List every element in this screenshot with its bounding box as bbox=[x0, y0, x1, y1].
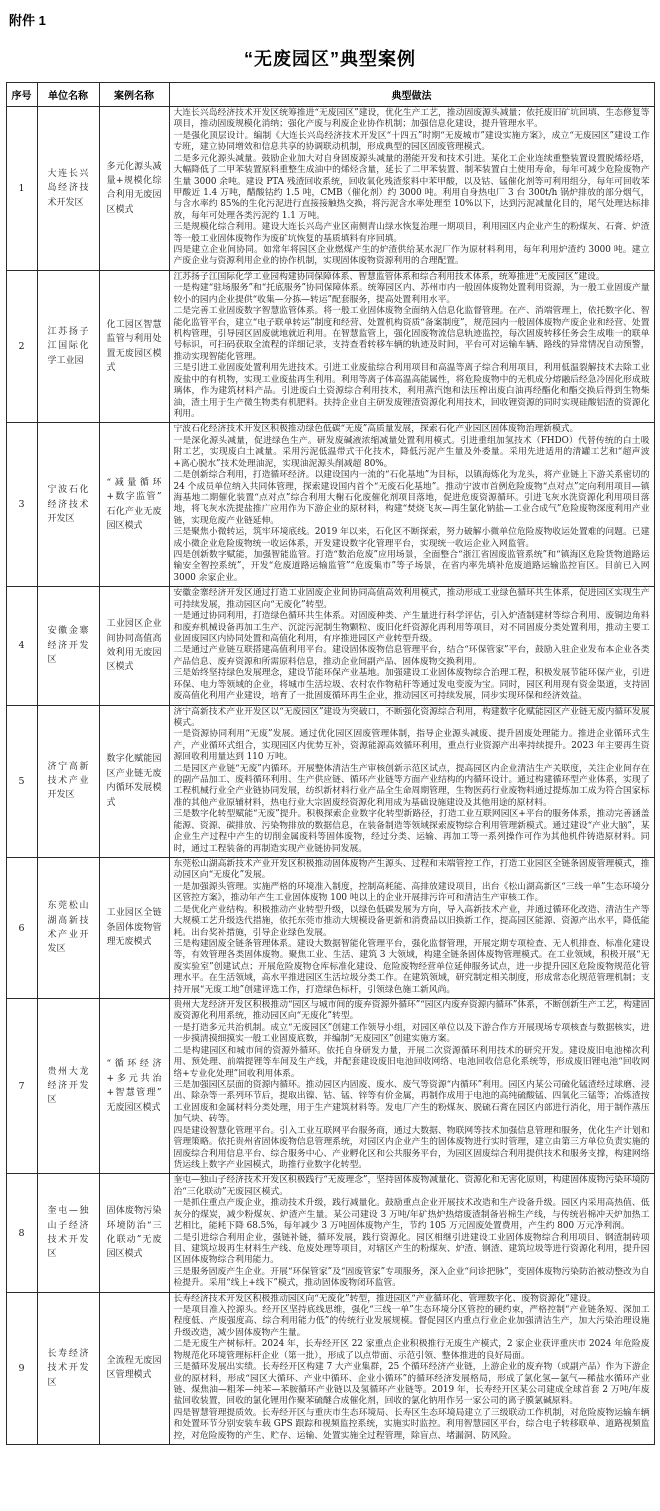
cases-table bbox=[6, 82, 655, 1445]
practice-paragraph: 二是园区产业链“无废”内循环。开展整体清洁生产审核创新示范区试点，提高园区内企业清洁生产关联度，关注企业间存在的副产品加工、废料循环利用、生产供应链、循环产业链等方面产业结构的内循环设计。通过构建循环型产业体系，实现了工程机械行业全产业链协同发展，纺织新材料行业产品全生命周期管理，生物医药行业废物料通过提炼加工成为符合国家标准的其他产业原辅材料，热电行业大宗固废经资源化利用成为基础设施建设及其他用途的原材料。 bbox=[173, 763, 650, 808]
case-name: 化工园区智慧监管与利用处置无废园区模式 bbox=[99, 270, 169, 422]
row-number: 9 bbox=[6, 1292, 37, 1444]
case-name: 全流程无废园区管理模式 bbox=[99, 1292, 169, 1444]
practice-paragraph: 一是资源协同利用“无废”发展。通过优化园区固废管理体制，指导企业源头减废、提升固废处理能力。推进企业循环式生产，产业循环式组合，实现园区内优势互补，资源能源高效循环利用，重点行业资源产出率持续提升。2023 年主要再生资源回收利用量达到 110 万吨。 bbox=[173, 729, 650, 763]
practice-paragraph: 一是深化源头减量，促进绿色生产。研发废碱液浓缩减量处置利用模式。引进重组加氢技术（FHDO）代替传统的白土吸附工艺，实现废白土减量。采用污泥低温带式干化技术，降低污泥产生量及外委量。采用先进适用的清罐工艺和“超声波+离心脱水”技术处理油泥，实现油泥源头削减超 80%。 bbox=[173, 435, 650, 469]
practice-paragraph: 一是强化顶层设计。编制《大连长兴岛经济技术开发区“十四五”时期“无废城市”建设实施方案》，成立“无废园区”建设工作专班，建立协同增效和信息共享的协调联动机制，形成典型的园区固废管理模式。 bbox=[173, 130, 650, 153]
practice-paragraph: 三是数字化转型赋能“无废”提升。积极探索企业数字化转型新路径，打造工业互联网园区+平台的服务体系，推动完善涵盖能源、资源、碳排放、污染物排放的数据信息，在装备制造等领域探索废物综合利用管理新模式。通过建设“产业大脑”，某企业生产过程中产生的切削金属废料等固体废物，经过分类、运输、再加工等一系列操作可作为其他机件铸造原材料。同时，通过工程装备的再制造实现产业链协同发展。 bbox=[173, 809, 650, 854]
unit-name: 安徽金寨经济开发区 bbox=[37, 587, 99, 705]
unit-name: 长寿经济技术开发区 bbox=[37, 1292, 99, 1444]
unit-name: 江苏扬子江国际化学工业园 bbox=[37, 270, 99, 422]
practice-paragraph: 三是构建固废全链条管理体系。建设大数据智能化管理平台，强化监督管理，开展定期专项检查、无人机排查、标准化建设等，有效管理各类固体废物。聚焦工业、生活、建筑 3 大领域，构建全链条固体废物管理模式。在工业领域，积极开展“无废实验室”创建试点；开展危险废物仓库标准化建设、危险废物经营单位延伸服务试点，进一步提升园区危险废物规范化管理水平。在生活领域，高水平推进园区生活垃圾分类工作。在建筑领域，研究制定相关制度，形成常态化规范管理机制；支持开展“无废工地”创建评选工作，打造绿色标杆，引领绿色施工新风尚。 bbox=[173, 938, 650, 995]
unit-name: 宁波石化经济技术开发区 bbox=[37, 423, 99, 587]
practice-paragraph: 贵州大龙经济开发区积极推动“园区与城市间的废弃资源外循环”“园区内废弃资源内循环”体系，不断创新生产工艺，构建固废资源化利用系统，推动园区向“无废化”转型。 bbox=[173, 1000, 650, 1022]
row-number: 3 bbox=[6, 423, 37, 587]
practice-paragraph: 二是引进综合利用企业，强链补链，循环发展，践行资源化。园区相继引进建设工业固体废物综合利用项目、钢渣制砖项目、建筑垃圾再生材料生产线、危废处理等项目，对辖区产生的粉煤灰、炉渣、钢渣、建筑垃圾等进行资源化利用，提升园区固体废物综合利用能力。 bbox=[173, 1232, 650, 1266]
case-name: “循环经济+多元共治+智慧管理”无废园区模式 bbox=[99, 999, 169, 1174]
table-header-row bbox=[6, 83, 654, 107]
practice-paragraph: 宁波石化经济技术开发区积极推动绿色低碳“无废”高质量发展，探索石化产业园区固体废物治理新模式。 bbox=[173, 424, 579, 435]
practice-paragraph: 奎屯—独山子经济技术开发区积极践行“无废理念”，坚持固体废物减量化、资源化和无害化原则，构建固体废物污染环境防治“三化联动”无废园区模式。 bbox=[173, 1175, 650, 1197]
unit-name: 东莞松山湖高新技术产业开发区 bbox=[37, 858, 99, 999]
practice-paragraph: 长寿经济技术开发区积极推动园区向“无废化”转型，推进园区“产业循环化、管理数字化、废物资源化”建设。 bbox=[173, 1293, 597, 1304]
column-header-practices: 典型做法 bbox=[169, 83, 654, 107]
case-name: 多元化源头减量+规模化综合利用无废园区模式 bbox=[99, 107, 169, 271]
case-name: 工业园区企业间协同高值高效利用无废园区模式 bbox=[99, 587, 169, 705]
attachment-label: 附件 1 bbox=[9, 13, 46, 28]
unit-name: 济宁高新技术产业开发区 bbox=[37, 705, 99, 857]
practice-paragraph: 二是创新综合利用，打造循环经济。以建设国内一流的“石化基地”为目标，以镇海炼化为龙头，将产业链上下游关系密切的 24 个成员单位纳入共同体管理，探索建设国内首个“无废石化基地”。推动宁波市首例危险废物“点对点”定向利用项目—镇海基地二期催化装置“点对点”综合利用大榭石化废催化剂项目落地，促进危废资源循环。引进飞灰水洗资源化利用项目落地，将飞灰水洗提盐推广应用作为下游企业的原材料，构建“焚烧飞灰—再生氯化钠盐—工业合成气”危险废物深度利用产业链，实现危废产业链延伸。 bbox=[173, 470, 650, 526]
table-row bbox=[6, 270, 654, 422]
practice-paragraph: 一是项目准入控源头。经开区坚持底线思维，强化“三线一单”生态环境分区管控的硬约束，严格控制“产业链条短、深加工程度低、产废强度高、综合利用能力低”的传统行业发展规模。督促园区内重点行业企业加强清洁生产，加大污染治理设施升级改造，减少固体废物产生量。 bbox=[173, 1305, 650, 1338]
row-number: 5 bbox=[6, 705, 37, 857]
practice-paragraph: 一是加强源头管理。实施严格的环境准入制度，控制高耗能、高排放建设项目，出台《松山湖高新区“三线一单”生态环境分区管控方案》，推动年产生工业固体废物 100 吨以上的企业开展排污许可和清洁生产审核工作。 bbox=[173, 881, 650, 904]
row-number: 6 bbox=[6, 858, 37, 999]
practice-paragraph: 二是优化产业结构。积极推动产业转型升级，以绿色低碳发展为方向，导入高新技术产业，并通过循环化改造、清洁生产等大规模工艺升级迭代措施，依托东莞市推动大规模设备更新和消费品以旧换新工作，提高园区能源、资源产出水平，降低能耗。出台奖补措施，引导企业绿色发展。 bbox=[173, 904, 650, 938]
unit-name: 奎屯—独山子经济技术开发区 bbox=[37, 1174, 99, 1292]
table-row bbox=[6, 107, 654, 271]
practice-paragraph: 三是服务固废产生企业。开展“环保管家”及“固废管家”专项服务，深入企业“问诊把脉”，变固体废物污染防治被动整改为自检提升。采用“线上+线下”模式，推动固体废物闭环监管。 bbox=[173, 1266, 650, 1289]
row-number: 1 bbox=[6, 107, 37, 271]
row-number: 2 bbox=[6, 270, 37, 422]
column-header-case: 案例名称 bbox=[99, 83, 169, 107]
typical-practices bbox=[169, 999, 654, 1174]
practice-paragraph: 一是抓住重点产废企业，推动技术升级，践行减量化。鼓励重点企业开展技术改造和生产设备升级。园区内采用高热值、低灰分的煤炭，减少粉煤灰、炉渣产生量。某公司建设 3 万吨/年矿热炉热熔废渣制备岩棉生产线，与传统岩棉冲天炉加热工艺相比，能耗下降 68.5%，每年减少 3 万吨固体废物产生，节约 105 万元固废处置费用，产生约 800 万元净利润。 bbox=[173, 1198, 650, 1232]
table-row bbox=[6, 999, 654, 1174]
practice-paragraph: 二是构建园区和城市间的资源外循环。依托自身研发力量，开展二次资源循环利用技术的研究开发。建设废旧电池梯次利用、预处理、前端提锂等车间及生产线，并配套建设废旧电池回收网络、电池回收信息化系统等，形成废旧锂电池“回收网络+专业化处理”回收利用体系。 bbox=[173, 1045, 650, 1079]
typical-practices bbox=[169, 858, 654, 999]
column-header-no: 序号 bbox=[6, 83, 37, 107]
practice-paragraph: 四是建立企业间协同。如常年将园区企业燃煤产生的炉渣供给某水泥厂作为原材料利用，每年利用炉渣约 3000 吨。建立产废企业与资源利用企业的协作机制，实现固体废物资源利用的合理配置。 bbox=[173, 245, 650, 267]
practice-paragraph: 二是通过产业链互联搭建高值利用平台。建设固体废物信息管理平台，结合“环保管家”平台，鼓励入驻企业发布本企业各类产品信息、废弃资源和所需原料信息，推动企业间副产品、固体废物交换利用。 bbox=[173, 645, 650, 667]
practice-paragraph: 三是聚焦小微转运，筑牢环境底线。2019 年以来，石化区不断探索，努力破解小微单位危险废物收运处置难的问题。已建成小微企业危险废物统一收运体系，开发建设数字化管理平台，实现统一收运企业入网监管。 bbox=[173, 527, 650, 549]
practice-paragraph: 三是循环发展出实绩。长寿经开区构建 7 大产业集群，25 个循环经济产业链，上游企业的废弃物（或副产品）作为下游企业的原材料，形成“园区大循环、产业中循环、企业小循环”的循环经济发展格局，形成了氯化氢—氯气—稀盐水循环产业链、煤焦油—粗苯—纯苯—苯胺循环产业链以及氢循环产业链等。2019 年，长寿经开区某公司建成全球首套 2 万吨/年废盐回收装置，回收的氯化锂用作聚苯硫醚合成催化剂，回收的氯化钠用作另一家公司的离子膜氯碱原料。 bbox=[173, 1362, 650, 1407]
unit-name: 贵州大龙经济开发区 bbox=[37, 999, 99, 1174]
row-number: 4 bbox=[6, 587, 37, 705]
practice-paragraph: 济宁高新技术产业开发区以“无废园区”建设为突破口，不断强化资源综合利用，构建数字化赋能园区产业链无废内循环发展模式。 bbox=[173, 706, 650, 728]
practice-paragraph: 东莞松山湖高新技术产业开发区积极推动固体废物产生源头、过程和末端管控工作，打造工业园区全链条固废管理模式，推动园区向“无废化”发展。 bbox=[173, 859, 650, 881]
typical-practices bbox=[169, 587, 654, 705]
typical-practices bbox=[169, 423, 654, 587]
typical-practices bbox=[169, 107, 654, 271]
practice-paragraph: 四是创新数字赋能，加强智能监管。打造“数治危废”应用场景，全面整合“浙江省固废监管系统”和“镇海区危险货物道路运输安全智控系统”，开发“危废道路运输监管”“危废集市”等子场景，在省内率先填补危废道路运输监控盲区。目前已入网 3000 余家企业。 bbox=[173, 550, 650, 583]
column-header-unit: 单位名称 bbox=[37, 83, 99, 107]
typical-practices bbox=[169, 270, 654, 422]
case-name: 工业园区全链条固体废物管理无废模式 bbox=[99, 858, 169, 999]
practice-paragraph: 三是引进工业固废处置利用先进技术。引进工业废盐综合利用项目和高温等离子综合利用项目，利用低温裂解技术去除工业废盐中的有机物，实现工业废盐再生利用。利用等离子体高温高能属性，将危险废物中的无机成分熔融后经急冷固化形成玻璃体，作为建筑材料产品。引进废白土资源综合利用技术，利用蒸汽饱和法压榨出废白油再经酯化和酯交换后得到生物柴油，渣土用于生产微生物类有机肥料。扶持企业自主研发废锂渣资源化利用技术，回收锂资源的同时实现硅酸铝渣的资源化利用。 bbox=[173, 363, 650, 419]
table-row bbox=[6, 1174, 654, 1292]
practice-paragraph: 二是完善工业固废数字智慧监管体系。将一般工业固体废物全面纳入信息化监督管理。在产、消端管理上，依托数字化、智能化监管平台，建立“电子联单转运”制度和经营、处置机构资质“备案制度”，规范园内一般固体废物产废企业和经营、处置机构管理，引导园区固废就地就近利用。在智慧监管上，强化固废物流信息轨迹监控，每次固废转移任务会生成唯一的联单号标识，可扫码获取全流程的详细记录，支持查看转移车辆的轨迹及时间，平台可对运输车辆、路线的异常情况自动预警，推动实现智能化管理。 bbox=[173, 306, 650, 362]
practice-paragraph: 大连长兴岛经济技术开发区统筹推进“无废园区”建设，优化生产工艺，推动固废源头减量；依托废旧矿坑回填、生态修复等项目，推动固废规模化消纳；强化产废与利废企业协作机制；加强信息化建设，提升管理水平。 bbox=[173, 108, 650, 130]
practice-paragraph: 三是规模化综合利用。建设大连长兴岛产业区南侧青山绿水恢复治理一期项目，利用园区内企业产生的粉煤灰、石膏、炉渣等一般工业固体废物作为废矿坑恢复的基质填料有序回填。 bbox=[173, 222, 650, 244]
typical-practices bbox=[169, 1292, 654, 1444]
case-name: 固体废物污染环境防治“三化联动”无废园区模式 bbox=[99, 1174, 169, 1292]
typical-practices bbox=[169, 1174, 654, 1292]
typical-practices bbox=[169, 705, 654, 857]
row-number: 7 bbox=[6, 999, 37, 1174]
unit-name: 大连长兴岛经济技术开发区 bbox=[37, 107, 99, 271]
practice-paragraph: 二是无废生产树标杆。2024 年，长寿经开区 22 家重点企业积极推行无废生产模式，2 家企业获评重庆市 2024 年危险废物规范化环境管理标杆企业（第一批），形成了以点带面、示范引领、整体推进的良好局面。 bbox=[173, 1339, 650, 1361]
table-row bbox=[6, 705, 654, 857]
table-row bbox=[6, 1292, 654, 1444]
practice-paragraph: 一是构建“驻场服务”和“托底服务”协同保障体系。统筹园区内、苏州市内一般固体废物处置利用资源，为一般工业固废产量较小的园内企业提供“收集—分拣—转运”配套服务，提高处置利用水平。 bbox=[173, 283, 650, 305]
practice-paragraph: 一是打造多元共治机制。成立“无废园区”创建工作领导小组，对园区单位以及下游合作方开展现场专项核查与数据核实，进一步摸清摸细摸实一般工业固废底数，并编制“无废园区”创建实施方案。 bbox=[173, 1022, 650, 1045]
case-name: 数字化赋能园区产业链无废内循环发展模式 bbox=[99, 705, 169, 857]
practice-paragraph: 三是加强园区层面的资源内循环。推动园区内固废、废水、废气等资源“内循环”利用。园区内某公司硫化锰渣经过球磨、浸出、除杂等一系列环节后，提取出镍、钴、锰、锌等有价金属，再制作成用于电池的高纯硫酸锰、四氧化三锰等；冶炼渣按工业固废和金属材料分类处理，用于生产建筑材料等。发电厂产生的粉煤灰、脱硫石膏在园区内部进行消化，用于制作蒸压加气块、砖等。 bbox=[173, 1080, 650, 1125]
practice-paragraph: 二是多元化源头减量。鼓励企业加大对自身固废源头减量的潜能开发和技术引进。某化工企业连续重整装置设置脱烯烃塔，大幅降低了二甲苯装置原料重整生成油中的烯烃含量，延长了二甲苯装置、制苯装置白土使用寿命，每年可减少危险废物产生量 3000 余吨。建设 PTA 残渣回收系统，回收氧化残渣浆料中苯甲酸，以及钴、锰催化剂等可利用组分，每年可回收苯甲酸近 1.4 万吨，醋酸钴约 1.5 吨，CMB（催化剂）约 3000 吨。利用自身热电厂 3 台 300t/h 锅炉排放的部分烟气，与含水率约 85%的生化污泥进行直接接触热交换，将污泥含水率处理至 10%以下，达到污泥减量化目的，尾气处理达标排放，每年可处理各类污泥约 1.1 万吨。 bbox=[173, 153, 650, 221]
practice-paragraph: 四是智慧管理提质效。长寿经开区与重庆市生态环境局、长寿区生态环境局建立了三级联动工作机制，对危险废物运输车辆和处置环节分别安装车载 GPS 跟踪和视频监控系统，实施实时监控。利用智慧园区平台，综合电子转移联单、道路视频监控，对危险废物的产生、贮存、运输、处置实施全过程管理，除盲点、堵漏洞、防风险。 bbox=[173, 1407, 650, 1441]
practice-paragraph: 安徽金寨经济开发区通过打造工业固废企业间协同高值高效利用模式，推动形成工业绿色循环共生体系，促进园区实现生产可持续发展，推动园区向“无废化”转型。 bbox=[173, 588, 650, 610]
practice-paragraph: 一是通过协同利用，打造绿色循环共生体系。对固废种类、产生量进行科学评估，引入炉渣制建材等综合利用、废铜边角料和废弃机械设备再加工生产、沉淀污泥制生物颗粒、废旧化纤资源化再利用等项目，对不同固废分类处置利用，推动主要工业固废园区内协同处置和高值化利用，有序推进园区产业转型升级。 bbox=[173, 611, 650, 644]
practice-paragraph: 四是建设智慧化管理平台。引入工业互联网平台服务商，通过大数据、物联网等技术加强信息管理和服务，优化生产计划和管理策略。依托贵州省固体废物信息管理系统，对园区内企业产生的固体废物进行实时管理，建立由第三方单位负责实施的固废综合利用信息平台、综合服务中心、产业孵化区和公共服务平台，为园区固废综合利用提供技术和服务支撑，构建网络货运线上数字产业园模式，助推行业数字化转型。 bbox=[173, 1125, 650, 1170]
practice-paragraph: 三是始终坚持绿色发展理念，建设节能环保产业基地。加强建设工业固体废物综合治理工程，积极发展节能环保产业，引进环保、电力等领域的企业，将城市生活垃圾、农村农作物秸秆等通过发电变废为宝。同时，园区利用现有资金渠道，支持固废高值化利用产业建设，培育了一批固废循环再生企业，推动园区可持续发展，同步实现环保和经济效益。 bbox=[173, 668, 650, 702]
row-number: 8 bbox=[6, 1174, 37, 1292]
table-row bbox=[6, 858, 654, 999]
table-row bbox=[6, 423, 654, 587]
page-title: “无废园区”典型案例 bbox=[244, 49, 416, 69]
practice-paragraph: 江苏扬子江国际化学工业园构建协同保障体系、智慧监管体系和综合利用技术体系，统筹推进“无废园区”建设。 bbox=[173, 271, 605, 282]
table-row bbox=[6, 587, 654, 705]
case-name: “减量循环+数字监管”石化产业无废园区模式 bbox=[99, 423, 169, 587]
